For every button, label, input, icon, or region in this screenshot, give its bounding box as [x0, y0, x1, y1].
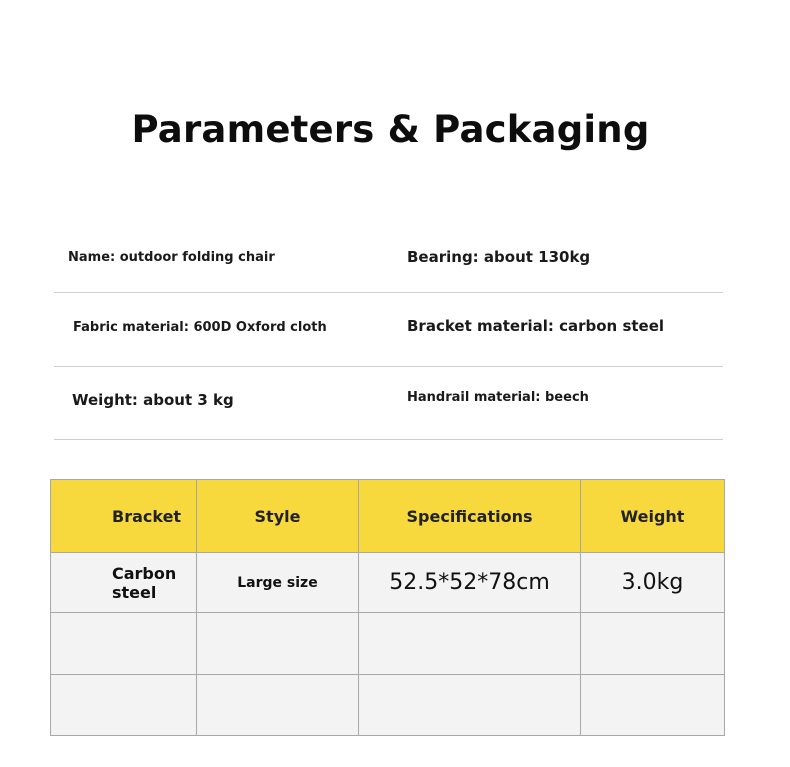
table-cell — [197, 613, 359, 675]
table-cell — [581, 675, 725, 736]
table-cell — [51, 613, 197, 675]
divider — [54, 439, 723, 440]
divider — [54, 292, 723, 293]
table-cell — [51, 675, 197, 736]
param-bracket-material: Bracket material: carbon steel — [407, 317, 665, 335]
table-cell — [581, 613, 725, 675]
table-cell — [197, 675, 359, 736]
cell-specifications: 52.5*52*78cm — [359, 553, 581, 613]
header-specifications: Specifications — [359, 480, 581, 553]
param-fabric: Fabric material: 600D Oxford cloth — [73, 320, 327, 335]
cell-style: Large size — [197, 553, 359, 613]
header-weight: Weight — [581, 480, 725, 553]
page-title: Parameters & Packaging — [131, 108, 650, 151]
table-row — [51, 613, 725, 675]
param-weight: Weight: about 3 kg — [72, 391, 234, 409]
param-bearing: Bearing: about 130kg — [407, 248, 591, 266]
param-name: Name: outdoor folding chair — [68, 250, 275, 265]
divider — [54, 366, 723, 367]
spec-table — [50, 479, 725, 736]
cell-bracket: Carbon steel — [51, 553, 197, 613]
header-bracket: Bracket — [51, 480, 197, 553]
table-row — [51, 675, 725, 736]
table-cell — [359, 675, 581, 736]
cell-weight: 3.0kg — [581, 553, 725, 613]
table-header-row — [51, 480, 725, 553]
table-row — [51, 553, 725, 613]
table-cell — [359, 613, 581, 675]
param-handrail: Handrail material: beech — [407, 390, 589, 405]
header-style: Style — [197, 480, 359, 553]
